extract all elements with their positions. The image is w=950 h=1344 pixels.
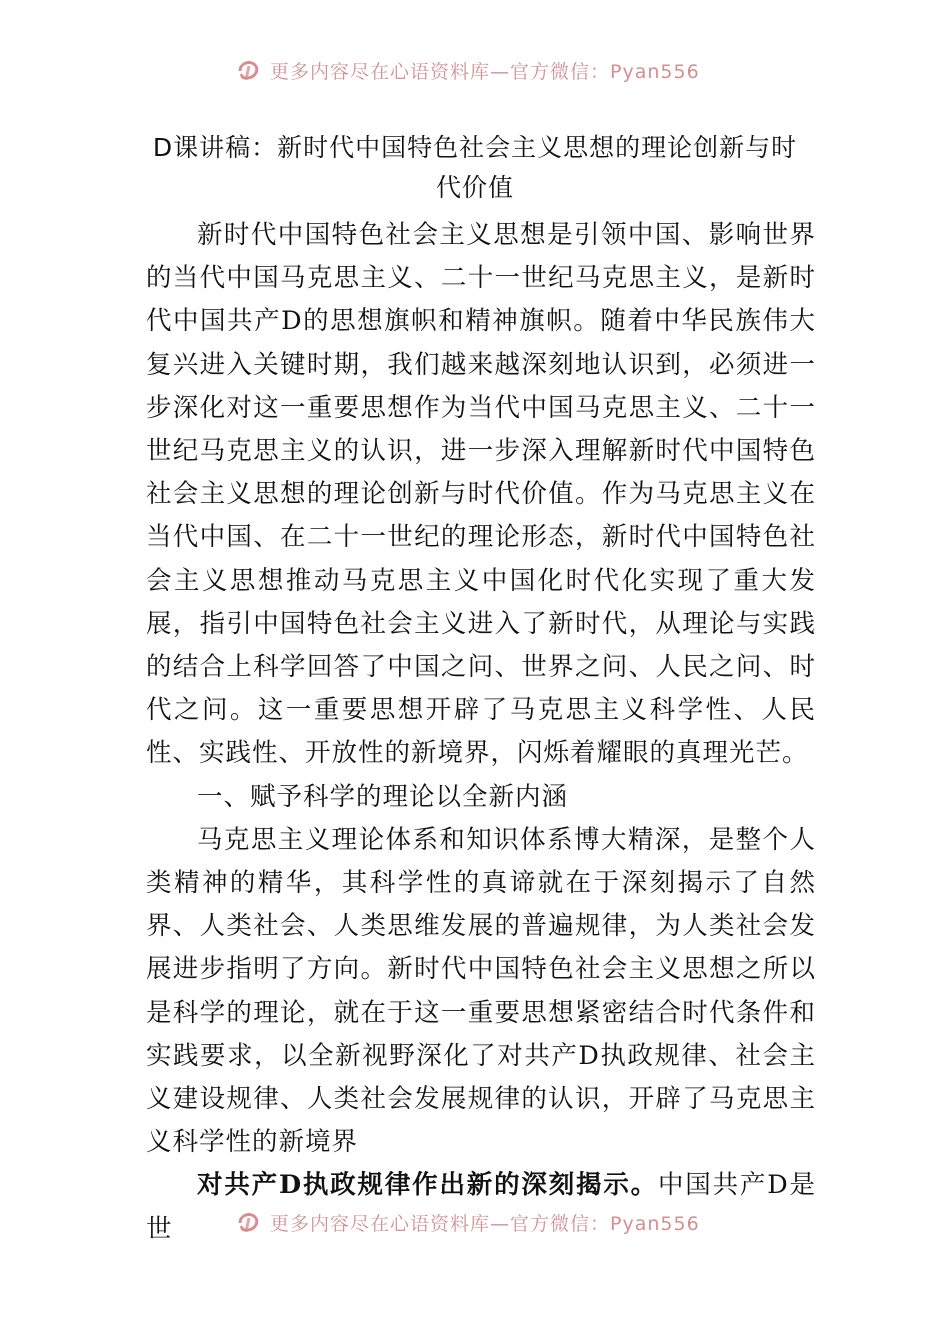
watermark-footer [236, 1202, 756, 1242]
watermark-logo-icon [236, 1209, 262, 1235]
section-heading-1: 一、赋予科学的理论以全新内涵 [197, 781, 569, 812]
paragraph-section-1: 马克思主义理论体系和知识体系博大精深，是整个人类精神的精华，其科学性的真谛就在于深刻揭示了自然界、人类社会、人类思维发展的普遍规律，为人类社会发展进步指明了方向。新时代中国特色社会主义思想之所以是科学的理论，就在于这一重要思想紧密结合时代条件和实践要求，以全新视野深化了对共产D执政规律、社会主义建设规律、人类社会发展规律的认识，开辟了马克思主义科学性的新境界 [146, 824, 816, 1158]
subpoint-text: 中国共产D是世 [146, 1170, 816, 1244]
subpoint-bold-lead: 对共产D执政规律作出新的深刻揭示。 [197, 1170, 658, 1201]
document-body [146, 214, 816, 1251]
watermark-text: 更多内容尽在心语资料库—官方微信：Pyan556 [270, 60, 700, 83]
watermark-header [236, 50, 756, 90]
watermark-text: 更多内容尽在心语资料库—官方微信：Pyan556 [270, 1212, 700, 1235]
document-title: D课讲稿：新时代中国特色社会主义思想的理论创新与时代价值 [152, 133, 798, 202]
paragraph-intro: 新时代中国特色社会主义思想是引领中国、影响世界的当代中国马克思主义、二十一世纪马克思主义，是新时代中国共产D的思想旗帜和精神旗帜。随着中华民族伟大复兴进入关键时期，我们越来越深刻地认识到，必须进一步深化对这一重要思想作为当代中国马克思主义、二十一世纪马克思主义的认识，进一步深入理解新时代中国特色社会主义思想的理论创新与时代价值。作为马克思主义在当代中国、在二十一世纪的理论形态，新时代中国特色社会主义思想推动马克思主义中国化时代化实现了重大发展，指引中国特色社会主义进入了新时代，从理论与实践的结合上科学回答了中国之问、世界之问、人民之问、时代之问。这一重要思想开辟了马克思主义科学性、人民性、实践性、开放性的新境界，闪烁着耀眼的真理光芒。 [146, 220, 816, 769]
watermark-logo-icon [236, 57, 262, 83]
